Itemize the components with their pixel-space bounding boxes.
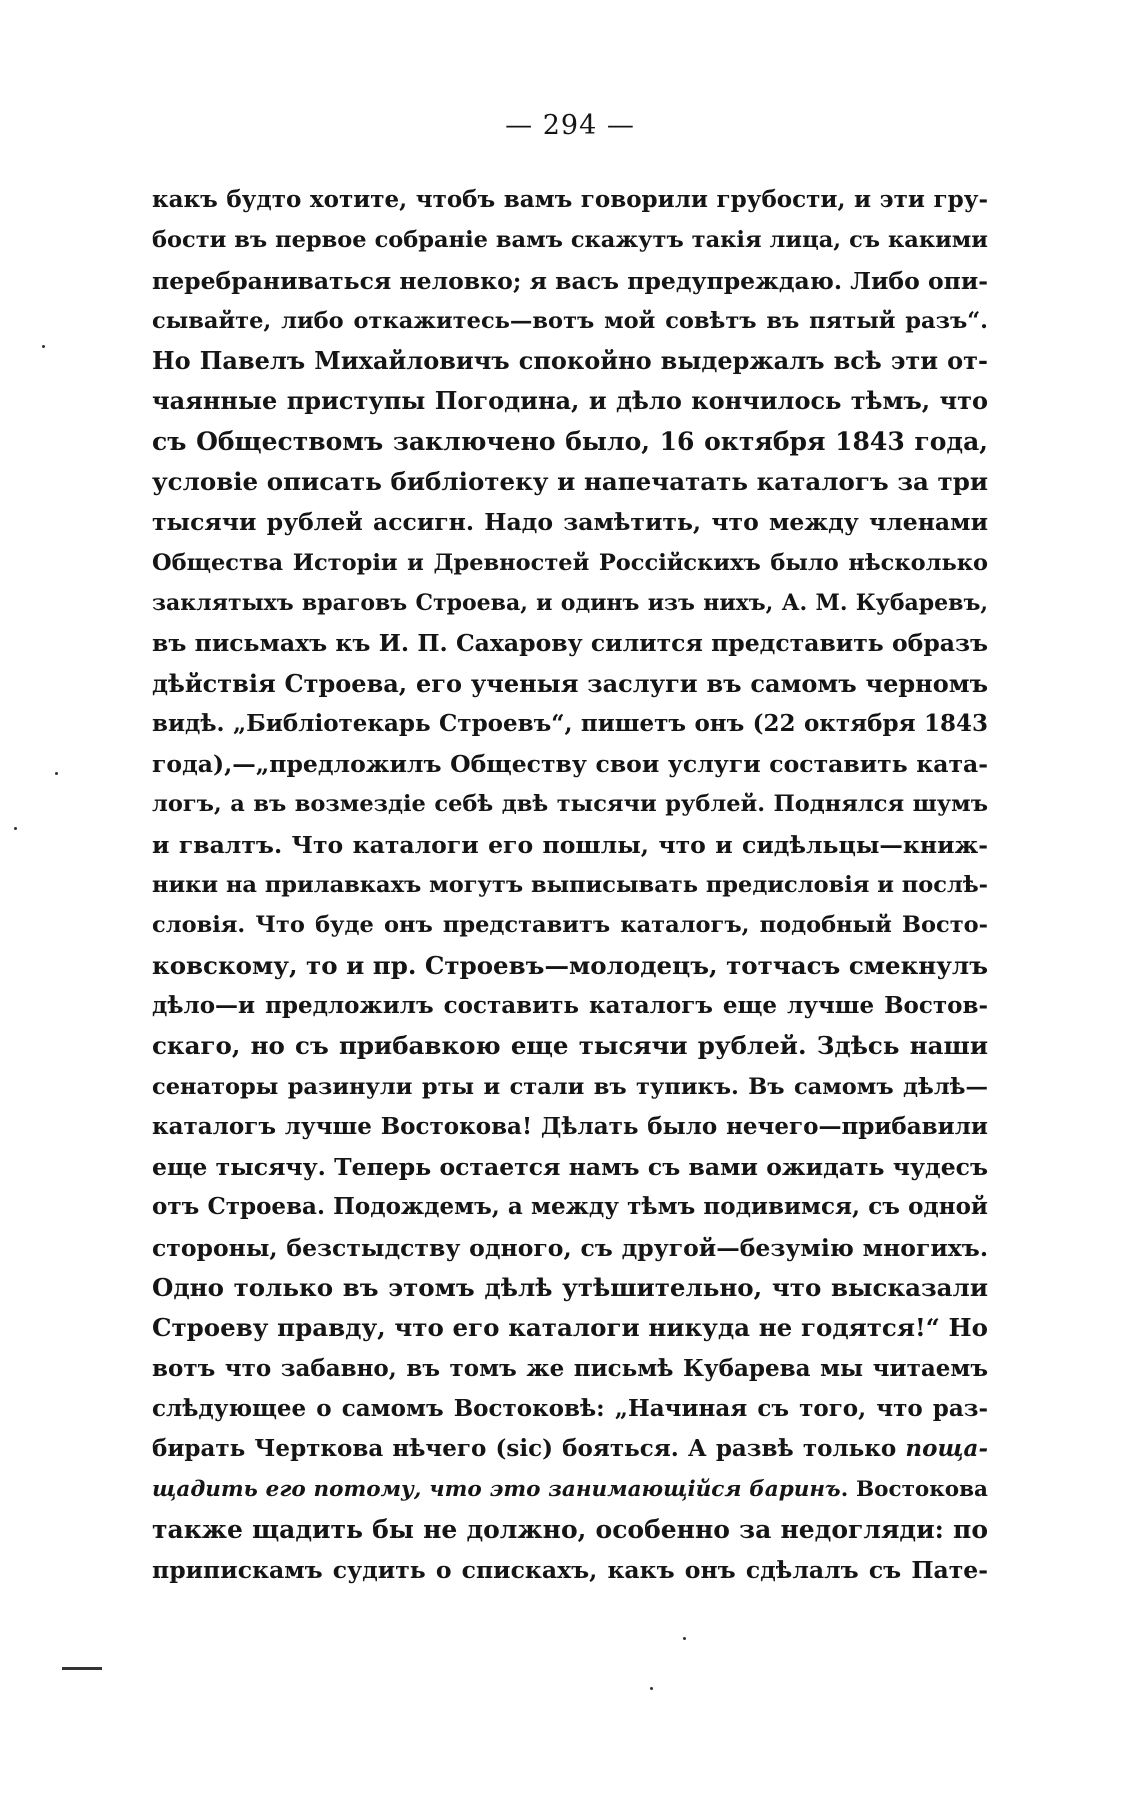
text-line: слѣдующее о самомъ Востоковѣ: „Начиная съ того, что раз- (152, 1394, 988, 1422)
text-line: ковскому, то и пр. Строевъ—молодецъ, тотчасъ смекнулъ (152, 950, 988, 980)
text-line: заклятыхъ враговъ Строева, и одинъ изъ нихъ, А. М. Кубаревъ, (152, 589, 988, 616)
text-segment: бирать Черткова нѣчего (sic) бояться. А развѣ только (152, 1435, 897, 1463)
speck-mark (14, 827, 17, 830)
text-line: видѣ. „Библіотекарь Строевъ“, пишетъ онъ (22 октября 1843 (152, 709, 988, 737)
text-line: чаянные приступы Погодина, и дѣло кончилось тѣмъ, что (152, 386, 988, 416)
text-line: Одно только въ этомъ дѣлѣ утѣшительно, что высказали (152, 1273, 988, 1303)
text-line: въ письмахъ къ И. П. Сахарову силится представить образъ (152, 629, 988, 658)
text-line: стороны, безстыдству одного, съ другой—безумію многихъ. (152, 1233, 988, 1262)
text-line: дѣло—и предложилъ составить каталогъ еще лучше Востов- (152, 991, 988, 1019)
page-number: — 294 — (505, 110, 635, 141)
text-line: еще тысячу. Теперь остается намъ съ вами ожидать чудесъ (152, 1153, 988, 1182)
text-line: также щадить бы не должно, особенно за недогляди: по (152, 1514, 988, 1544)
text-line: словія. Что буде онъ представитъ каталогъ, подобный Восто- (152, 912, 988, 939)
text-line: года),—„предложилъ Обществу свои услуги составить ката- (152, 750, 988, 779)
text-line: съ Обществомъ заключено было, 16 октября 1843 года, (152, 426, 988, 456)
text-line: дѣйствія Строева, его ученыя заслуги въ самомъ черномъ (152, 668, 988, 698)
text-line: и гвалтъ. Что каталоги его пошлы, что и сидѣльцы—книж- (152, 830, 988, 859)
italic-text: ща (152, 1476, 191, 1502)
text-line: каталогъ лучше Востокова! Дѣлать было нечего—прибавили (152, 1112, 988, 1140)
text-line: сенаторы разинули рты и стали въ тупикъ. Въ самомъ дѣлѣ— (152, 1073, 988, 1100)
text-line: скаго, но съ прибавкою еще тысячи рублей. Здѣсь наши (152, 1031, 988, 1061)
text-line-mixed (152, 1470, 988, 1510)
speck-mark (650, 1687, 653, 1690)
text-line: вотъ что забавно, въ томъ же письмѣ Кубарева мы читаемъ (152, 1354, 988, 1382)
text-line: сывайте, либо откажитесь—вотъ мой совѣтъ въ пятый разъ“. (152, 307, 988, 334)
text-line: ники на прилавкахъ могутъ выписывать предисловія и послѣ- (152, 872, 988, 899)
speck-mark (55, 772, 58, 775)
italic-text: поща- (905, 1435, 988, 1463)
body-text (152, 180, 988, 1590)
text-line: Но Павелъ Михайловичъ спокойно выдержалъ всѣ эти от- (152, 346, 988, 376)
text-line: перебраниваться неловко; я васъ предупреждаю. Либо опи- (152, 266, 988, 295)
text-line: припискамъ судить о спискахъ, какъ онъ сдѣлалъ съ Пате- (152, 1556, 988, 1585)
text-line: Строеву правду, что его каталоги никуда не годятся!“ Но (152, 1313, 988, 1343)
text-line: тысячи рублей ассигн. Надо замѣтить, что между членами (152, 508, 988, 537)
text-line: условіе описать библіотеку и напечатать каталогъ за три (152, 467, 988, 497)
text-line: бости въ первое собраніе вамъ скажутъ такія лица, съ какими (152, 227, 988, 254)
speck-mark (683, 1637, 686, 1640)
text-line: Общества Исторіи и Древностей Россійскихъ было нѣсколько (152, 549, 988, 576)
text-line: логъ, а въ возмездіе себѣ двѣ тысячи рублей. Поднялся шумъ (152, 791, 988, 818)
margin-dash-mark (62, 1667, 102, 1670)
text-line: отъ Строева. Подождемъ, а между тѣмъ подивимся, съ одной (152, 1193, 988, 1221)
speck-mark (42, 345, 45, 348)
text-line-mixed (152, 1429, 988, 1469)
text-line: какъ будто хотите, чтобъ вамъ говорили грубости, и эти гру- (152, 186, 988, 213)
text-segment: . Востокова (840, 1476, 988, 1502)
italic-text: дить его потому, что это занимающійся баринъ (190, 1476, 841, 1502)
